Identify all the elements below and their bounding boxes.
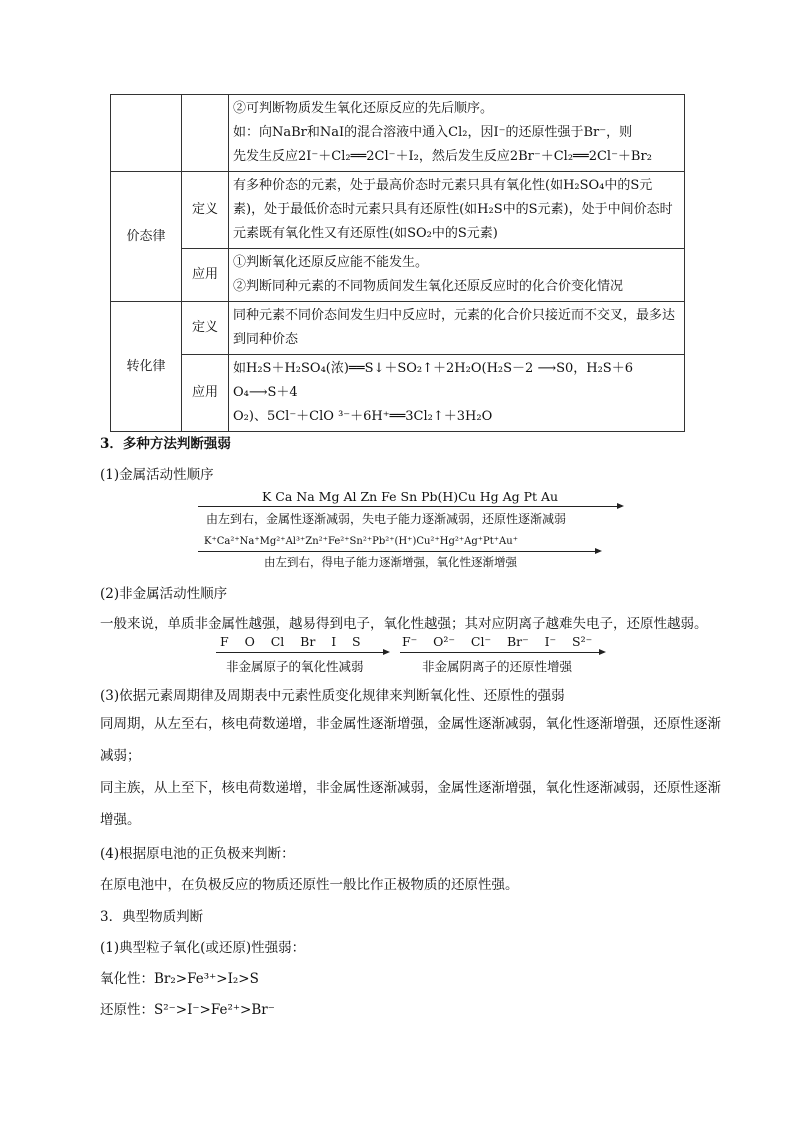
conversion-app-label: 应用 [182,355,229,432]
metal-ions-series: K⁺Ca²⁺Na⁺Mg²⁺Al³⁺Zn²⁺Fe²⁺Sn²⁺Pb²⁺(H⁺)Cu²⁺Hg²⁺Ag⁺Pt⁺Au⁺ [204,536,518,547]
reducing-order: 还原性：S²⁻>I⁻>Fe²⁺>Br⁻ [100,1002,275,1018]
conversion-app-line-2: O₂)、5Cl⁻＋ClO ³⁻＋6H⁺══3Cl₂↑＋3H₂O [233,409,493,424]
valence-app-line-1: ①判断氧化还原反应能不能发生。 [233,255,429,270]
metal-desc-2: 由左到右，得电子能力逐渐增强，氧化性逐渐增强 [264,555,517,569]
table-cell-empty [111,95,182,172]
conversion-app-line-1: 如H₂S＋H₂SO₄(浓)══S↓＋SO₂↑＋2H₂O(H₂S－2 ⟶S0，H₂S＋6 O₄⟶S＋4 [233,361,633,400]
subheading-typical-particles: (1)典型粒子氧化(或还原)性强弱： [100,940,306,956]
order-line-1: ②可判断物质发生氧化还原反应的先后顺序。 [233,101,494,116]
section-heading-typical: 3．典型物质判断 [100,909,204,925]
group-paragraph-text: 同主族，从上至下，核电荷数递增，非金属性逐渐减弱，金属性逐渐增强，氧化性逐渐减弱，还原性逐渐增强。 [100,780,721,828]
table-row [111,172,685,249]
subheading-battery: (4)根据原电池的正负极来判断： [100,846,295,862]
nonmetal-arrow-anions [400,652,604,653]
valence-app-cell [229,249,685,302]
nonmetal-atoms-series: F O Cl Br I S [220,634,361,649]
period-paragraph [100,708,722,772]
table-cell-empty [182,95,229,172]
conversion-def-label: 定义 [182,302,229,355]
section-heading-methods: 3．多种方法判断强弱 [100,436,231,452]
table-row [111,249,685,302]
subheading-nonmetal-activity: (2)非金属活动性顺序 [100,586,228,602]
conversion-law-label: 转化律 [111,302,182,432]
period-paragraph-text: 同周期，从左至右，核电荷数递增，非金属性逐渐增强，金属性逐渐减弱，氧化性逐渐增强，还原性逐渐减弱； [100,716,721,764]
table-row [111,355,685,432]
group-paragraph [100,772,722,836]
table-cell-order-application [229,95,685,172]
valence-def-label: 定义 [182,172,229,249]
conversion-app-cell [229,355,685,432]
conversion-def-text: 同种元素不同价态间发生归中反应时，元素的化合价只接近而不交叉，最多达到同种价态 [229,302,685,355]
metal-arrow-2 [198,551,600,552]
order-line-3: 先发生反应2I⁻＋Cl₂══2Cl⁻＋I₂，然后发生反应2Br⁻＋Cl₂══2Cl⁻＋Br₂ [233,149,652,164]
nonmetal-arrow-atoms [216,652,388,653]
battery-paragraph: 在原电池中，在负极反应的物质还原性一般比作正极物质的还原性强。 [100,877,519,893]
subheading-metal-activity: (1)金属活动性顺序 [100,467,214,483]
valence-law-label: 价态律 [111,172,182,302]
table-row [111,302,685,355]
nonmetal-atoms-desc: 非金属原子的氧化性减弱 [226,659,364,674]
subheading-periodic-law: (3)依据元素周期律及周期表中元素性质变化规律来判断氧化性、还原性的强弱 [100,688,565,704]
order-line-2: 如：向NaBr和NaI的混合溶液中通入Cl₂，因I⁻的还原性强于Br⁻，则 [233,125,633,140]
table-row [111,95,685,172]
valence-app-label: 应用 [182,249,229,302]
redox-rules-table [110,94,685,432]
oxidizing-order: 氧化性：Br₂>Fe³⁺>I₂>S [100,971,259,987]
nonmetal-paragraph: 一般来说，单质非金属性越强，越易得到电子，氧化性越强；其对应阴离子越难失电子，还原性越弱。 [100,616,708,632]
nonmetal-anions-series: F⁻ O²⁻ Cl⁻ Br⁻ I⁻ S²⁻ [402,634,593,649]
valence-app-line-2: ②判断同种元素的不同物质间发生氧化还原反应时的化合价变化情况 [233,279,624,294]
metal-desc-1: 由左到右，金属性逐渐减弱，失电子能力逐渐减弱，还原性逐渐减弱 [206,512,567,526]
nonmetal-anions-desc: 非金属阴离子的还原性增强 [422,659,573,674]
metal-elements-series: K Ca Na Mg Al Zn Fe Sn Pb(H)Cu Hg Ag Pt Au [262,489,559,504]
valence-def-text: 有多种价态的元素，处于最高价态时元素只具有氧化性(如H₂SO₄中的S元素)，处于最低价态时元素只具有还原性(如H₂S中的S元素)，处于中间价态时元素既有氧化性又有还原性(如SO₂中的S元素) [229,172,685,249]
metal-arrow-1 [198,506,622,507]
